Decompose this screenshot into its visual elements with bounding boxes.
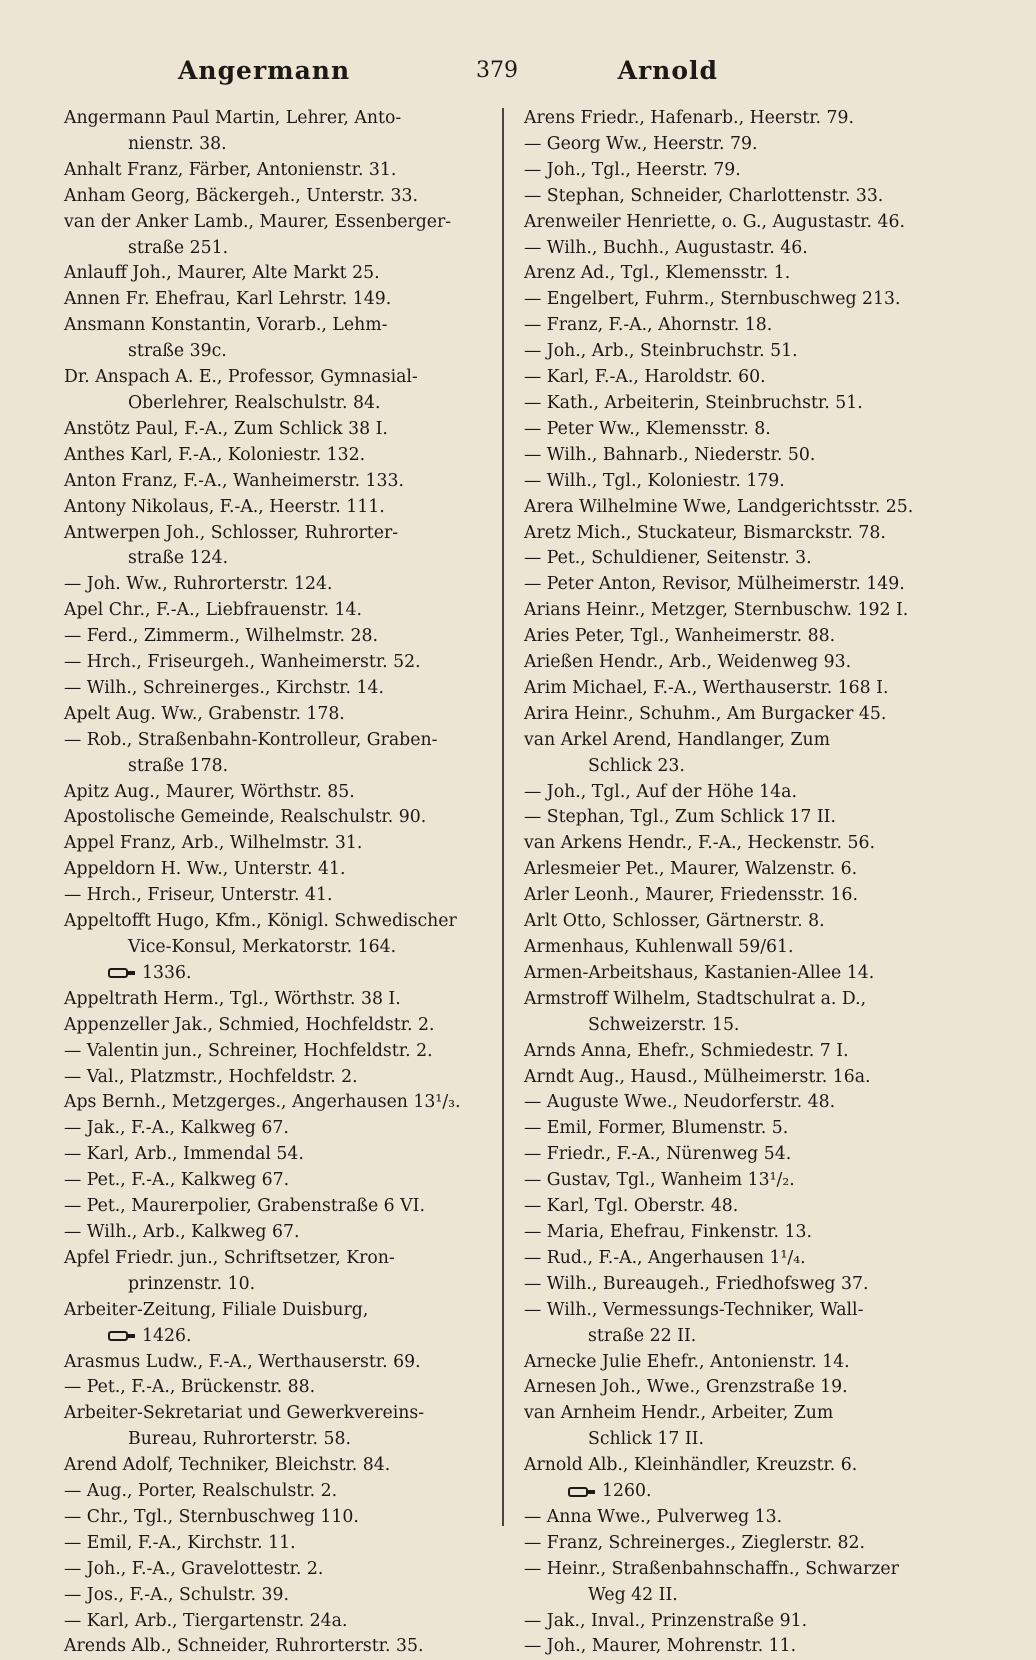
directory-entry xyxy=(64,1194,504,1220)
entry-line: Armstroff Wilhelm, Stadtschulrat a. D., xyxy=(524,988,867,1009)
entry-line: Armen-Arbeitshaus, Kastanien-Allee 14. xyxy=(524,962,875,983)
entry-line: — Rud., F.-A., Angerhausen 1¹/₄. xyxy=(524,1247,806,1268)
directory-entry xyxy=(524,1142,964,1168)
directory-entry xyxy=(524,236,964,262)
directory-entry xyxy=(524,495,964,521)
entry-line: Anlauff Joh., Maurer, Alte Markt 25. xyxy=(64,263,380,284)
directory-entry xyxy=(64,909,504,987)
entry-continuation-line: prinzenstr. 10. xyxy=(128,1273,256,1294)
page-header xyxy=(60,56,966,96)
entry-line: Dr. Anspach A. E., Professor, Gymnasial- xyxy=(64,367,418,388)
directory-entry xyxy=(64,857,504,883)
directory-entry xyxy=(64,1531,504,1557)
entry-continuation-line: straße 124. xyxy=(128,548,229,569)
entry-line: — Engelbert, Fuhrm., Sternbuschweg 213. xyxy=(524,289,901,310)
entry-line: — Emil, F.-A., Kirchstr. 11. xyxy=(64,1532,296,1553)
directory-entry xyxy=(524,106,964,132)
directory-entry xyxy=(64,676,504,702)
directory-entry xyxy=(64,1065,504,1091)
entry-line: — Wilh., Schreinerges., Kirchstr. 14. xyxy=(64,677,384,698)
directory-entry xyxy=(524,521,964,547)
directory-entry xyxy=(64,1246,504,1298)
directory-entry xyxy=(524,1220,964,1246)
telephone-icon xyxy=(106,966,136,980)
directory-entry xyxy=(524,987,964,1039)
entry-line: van der Anker Lamb., Maurer, Essenberger- xyxy=(64,211,452,232)
entry-line: Apfel Friedr. jun., Schriftsetzer, Kron- xyxy=(64,1247,395,1268)
directory-entry xyxy=(64,210,504,262)
entry-continuation-line: Weg 42 II. xyxy=(588,1584,678,1605)
directory-entry xyxy=(524,1039,964,1065)
directory-entry xyxy=(64,1505,504,1531)
entry-line: — Peter Ww., Klemensstr. 8. xyxy=(524,418,771,439)
directory-entry xyxy=(64,1142,504,1168)
entry-continuation-line: Bureau, Ruhrorterstr. 58. xyxy=(128,1429,352,1450)
entry-line: — Pet., F.-A., Brückenstr. 88. xyxy=(64,1377,316,1398)
directory-entry xyxy=(524,1246,964,1272)
entry-line: Appeltrath Herm., Tgl., Wörthstr. 38 I. xyxy=(64,988,401,1009)
directory-entry xyxy=(524,1298,964,1350)
entry-line: Apel Chr., F.-A., Liebfrauenstr. 14. xyxy=(64,600,362,621)
entry-line: — Gustav, Tgl., Wanheim 13¹/₂. xyxy=(524,1170,795,1191)
directory-entry xyxy=(524,780,964,806)
entry-line: — Stephan, Schneider, Charlottenstr. 33. xyxy=(524,185,884,206)
entry-line: Arira Heinr., Schuhm., Am Burgacker 45. xyxy=(524,703,887,724)
entry-line: Arbeiter-Sekretariat und Gewerkvereins- xyxy=(64,1403,425,1424)
entry-line: — Georg Ww., Heerstr. 79. xyxy=(524,133,758,154)
page-number: 379 xyxy=(476,58,518,83)
entry-line: — Karl, F.-A., Haroldstr. 60. xyxy=(524,367,766,388)
directory-entry xyxy=(64,728,504,780)
directory-entry xyxy=(64,1350,504,1376)
entry-line: — Joh., Maurer, Mohrenstr. 11. xyxy=(524,1636,797,1657)
entry-line: — Val., Platzmstr., Hochfeldstr. 2. xyxy=(64,1066,358,1087)
directory-entry xyxy=(524,261,964,287)
directory-entry xyxy=(64,805,504,831)
entry-line: — Ferd., Zimmerm., Wilhelmstr. 28. xyxy=(64,626,378,647)
directory-entry xyxy=(524,1375,964,1401)
entry-line: — Joh., F.-A., Gravelottestr. 2. xyxy=(64,1558,324,1579)
entry-line: Antony Nikolaus, F.-A., Heerstr. 111. xyxy=(64,496,385,517)
directory-entry xyxy=(64,1609,504,1635)
entry-line: Arera Wilhelmine Wwe, Landgerichtsstr. 25. xyxy=(524,496,914,517)
entry-line: — Wilh., Buchh., Augustastr. 46. xyxy=(524,237,808,258)
directory-entry xyxy=(64,1220,504,1246)
directory-entry xyxy=(64,495,504,521)
entry-line: van Arkel Arend, Handlanger, Zum xyxy=(524,729,830,750)
directory-entry xyxy=(64,1583,504,1609)
directory-entry xyxy=(524,909,964,935)
right-column xyxy=(524,106,964,1660)
directory-entry xyxy=(64,521,504,573)
entry-line: Aries Peter, Tgl., Wanheimerstr. 88. xyxy=(524,626,836,647)
directory-entry xyxy=(524,1453,964,1505)
entry-line: Arlesmeier Pet., Maurer, Walzenstr. 6. xyxy=(524,859,858,880)
directory-entry xyxy=(524,1531,964,1557)
entry-continuation-line: Oberlehrer, Realschulstr. 84. xyxy=(128,392,381,413)
entry-line: Arießen Hendr., Arb., Weidenweg 93. xyxy=(524,652,852,673)
entry-line: — Auguste Wwe., Neudorferstr. 48. xyxy=(524,1092,836,1113)
header-right-word: Arnold xyxy=(617,56,718,85)
entry-line: Arnold Alb., Kleinhändler, Kreuzstr. 6. xyxy=(524,1455,858,1476)
entry-line: — Franz, F.-A., Ahornstr. 18. xyxy=(524,315,773,336)
directory-entry xyxy=(524,857,964,883)
directory-entry xyxy=(524,1090,964,1116)
entry-line: Anstötz Paul, F.-A., Zum Schlick 38 I. xyxy=(64,418,388,439)
directory-entry xyxy=(524,1116,964,1142)
entry-line: Appeltofft Hugo, Kfm., Königl. Schwedischer xyxy=(64,911,457,932)
directory-entry xyxy=(64,702,504,728)
entry-line: — Jos., F.-A., Schulstr. 39. xyxy=(64,1584,289,1605)
directory-entry xyxy=(524,961,964,987)
entry-continuation-line: straße 39c. xyxy=(128,341,227,362)
entry-line: Annen Fr. Ehefrau, Karl Lehrstr. 149. xyxy=(64,289,392,310)
entry-line: Arler Leonh., Maurer, Friedensstr. 16. xyxy=(524,885,858,906)
entry-line: Armenhaus, Kuhlenwall 59/61. xyxy=(524,937,794,957)
entry-line: — Joh., Arb., Steinbruchstr. 51. xyxy=(524,341,798,362)
entry-line: Arends Alb., Schneider, Ruhrorterstr. 35. xyxy=(64,1636,424,1657)
directory-entry xyxy=(64,184,504,210)
directory-entry xyxy=(524,391,964,417)
directory-entry xyxy=(64,158,504,184)
entry-line: Arndt Aug., Hausd., Mülheimerstr. 16a. xyxy=(524,1066,871,1087)
directory-entry xyxy=(64,1090,504,1116)
entry-line: — Wilh., Bureaugeh., Friedhofsweg 37. xyxy=(524,1273,869,1294)
entry-line: — Karl, Tgl. Oberstr. 48. xyxy=(524,1196,739,1217)
directory-entry xyxy=(64,1634,504,1660)
entry-continuation-line: nienstr. 38. xyxy=(128,133,227,154)
directory-entry xyxy=(64,417,504,443)
entry-line: van Arkens Hendr., F.-A., Heckenstr. 56. xyxy=(524,833,875,854)
directory-entry xyxy=(524,546,964,572)
entry-line: Arenweiler Henriette, o. G., Augustastr. 46. xyxy=(524,211,906,232)
telephone-icon xyxy=(566,1485,596,1499)
directory-entry xyxy=(64,572,504,598)
entry-line: — Pet., Schuldiener, Seitenstr. 3. xyxy=(524,548,812,569)
entry-continuation-line: Schlick 23. xyxy=(588,755,685,776)
entry-line: Arnecke Julie Ehefr., Antonienstr. 14. xyxy=(524,1351,850,1372)
directory-entry xyxy=(64,365,504,417)
directory-entry xyxy=(524,935,964,961)
entry-line: — Wilh., Tgl., Koloniestr. 179. xyxy=(524,470,785,491)
entry-line: — Friedr., F.-A., Nürenweg 54. xyxy=(524,1144,792,1165)
entry-line: Anton Franz, F.-A., Wanheimerstr. 133. xyxy=(64,470,405,491)
entry-line: Anhalt Franz, Färber, Antonienstr. 31. xyxy=(64,159,397,180)
telephone-number: 1426. xyxy=(142,1325,192,1346)
directory-entry xyxy=(524,313,964,339)
directory-entry xyxy=(64,1013,504,1039)
directory-entry xyxy=(524,1634,964,1660)
entry-line: Apelt Aug. Ww., Grabenstr. 178. xyxy=(64,703,345,724)
directory-entry xyxy=(524,443,964,469)
entry-continuation-line: Schweizerstr. 15. xyxy=(588,1014,740,1035)
directory-entry xyxy=(524,598,964,624)
directory-entry xyxy=(524,287,964,313)
directory-entry xyxy=(64,780,504,806)
entry-line: Arlt Otto, Schlosser, Gärtnerstr. 8. xyxy=(524,911,825,932)
directory-entry xyxy=(64,987,504,1013)
entry-line: Appenzeller Jak., Schmied, Hochfeldstr. 2. xyxy=(64,1014,435,1035)
entry-line: Anthes Karl, F.-A., Koloniestr. 132. xyxy=(64,444,366,465)
directory-entry xyxy=(524,883,964,909)
entry-line: Arens Friedr., Hafenarb., Heerstr. 79. xyxy=(524,108,855,128)
entry-line: — Jak., F.-A., Kalkweg 67. xyxy=(64,1118,289,1139)
entry-line: Antwerpen Joh., Schlosser, Ruhrorter- xyxy=(64,522,399,543)
entry-line: — Anna Wwe., Pulverweg 13. xyxy=(524,1506,783,1527)
column-divider xyxy=(502,108,504,1526)
telephone-line xyxy=(524,1479,964,1505)
directory-entry xyxy=(524,572,964,598)
directory-entry xyxy=(64,1479,504,1505)
entry-continuation-line: straße 178. xyxy=(128,755,229,776)
directory-entry xyxy=(64,1116,504,1142)
entry-continuation-line: Vice-Konsul, Merkatorstr. 164. xyxy=(128,937,397,957)
entry-line: — Aug., Porter, Realschulstr. 2. xyxy=(64,1481,338,1502)
entry-line: — Kath., Arbeiterin, Steinbruchstr. 51. xyxy=(524,392,863,413)
telephone-icon xyxy=(106,1329,136,1343)
entry-continuation-line: straße 22 II. xyxy=(588,1325,697,1346)
entry-line: — Wilh., Bahnarb., Niederstr. 50. xyxy=(524,444,816,465)
directory-entry xyxy=(524,210,964,236)
entry-line: — Joh., Tgl., Auf der Höhe 14a. xyxy=(524,781,797,802)
entry-line: — Emil, Former, Blumenstr. 5. xyxy=(524,1118,789,1139)
directory-entry xyxy=(524,702,964,728)
directory-entry xyxy=(524,1609,964,1635)
entry-line: Angermann Paul Martin, Lehrer, Anto- xyxy=(64,108,402,128)
entry-line: Arim Michael, F.-A., Werthauserstr. 168 I. xyxy=(524,677,889,698)
directory-entry xyxy=(524,184,964,210)
telephone-line xyxy=(64,961,504,987)
entry-line: — Rob., Straßenbahn-Kontrolleur, Graben- xyxy=(64,729,438,750)
left-column xyxy=(64,106,504,1660)
entry-line: — Joh., Tgl., Heerstr. 79. xyxy=(524,159,741,180)
directory-entry xyxy=(64,1453,504,1479)
directory-entry xyxy=(524,624,964,650)
directory-entry xyxy=(524,365,964,391)
directory-entry xyxy=(64,261,504,287)
entry-line: Arenz Ad., Tgl., Klemensstr. 1. xyxy=(524,263,791,284)
entry-line: — Chr., Tgl., Sternbuschweg 110. xyxy=(64,1506,359,1527)
directory-entry xyxy=(524,417,964,443)
entry-line: Apitz Aug., Maurer, Wörthstr. 85. xyxy=(64,781,355,802)
entry-line: Arasmus Ludw., F.-A., Werthauserstr. 69. xyxy=(64,1351,421,1372)
directory-entry xyxy=(64,313,504,365)
entry-line: — Maria, Ehefrau, Finkenstr. 13. xyxy=(524,1221,813,1242)
entry-line: Arnesen Joh., Wwe., Grenzstraße 19. xyxy=(524,1377,848,1398)
directory-entry xyxy=(524,676,964,702)
entry-line: Arians Heinr., Metzger, Sternbuschw. 192 I. xyxy=(524,600,909,621)
entry-line: — Peter Anton, Revisor, Mülheimerstr. 149. xyxy=(524,574,905,595)
entry-line: — Valentin jun., Schreiner, Hochfeldstr. 2. xyxy=(64,1040,433,1061)
entry-line: Arend Adolf, Techniker, Bleichstr. 84. xyxy=(64,1455,391,1476)
directory-entry xyxy=(524,1505,964,1531)
entry-line: Appel Franz, Arb., Wilhelmstr. 31. xyxy=(64,833,363,854)
directory-entry xyxy=(64,106,504,158)
directory-entry xyxy=(524,650,964,676)
directory-entry xyxy=(524,132,964,158)
entry-line: — Wilh., Arb., Kalkweg 67. xyxy=(64,1221,300,1242)
directory-entry xyxy=(64,650,504,676)
directory-entry xyxy=(524,1168,964,1194)
directory-entry xyxy=(64,1039,504,1065)
telephone-line xyxy=(64,1324,504,1350)
entry-line: Arnds Anna, Ehefr., Schmiedestr. 7 I. xyxy=(524,1040,849,1061)
directory-entry xyxy=(64,624,504,650)
directory-entry xyxy=(524,805,964,831)
directory-entry xyxy=(524,339,964,365)
header-left-word: Angermann xyxy=(178,56,351,85)
directory-entry xyxy=(64,1298,504,1350)
entry-line: — Heinr., Straßenbahnschaffn., Schwarzer xyxy=(524,1558,899,1579)
directory-entry xyxy=(524,831,964,857)
entry-line: Aretz Mich., Stuckateur, Bismarckstr. 78. xyxy=(524,522,886,543)
directory-entry xyxy=(524,469,964,495)
directory-entry xyxy=(524,728,964,780)
directory-entry xyxy=(64,883,504,909)
entry-line: Ansmann Konstantin, Vorarb., Lehm- xyxy=(64,315,388,336)
directory-entry xyxy=(64,598,504,624)
directory-entry xyxy=(64,287,504,313)
entry-line: Anham Georg, Bäckergeh., Unterstr. 33. xyxy=(64,185,418,206)
entry-continuation-line: Schlick 17 II. xyxy=(588,1429,704,1450)
entry-line: — Pet., Maurerpolier, Grabenstraße 6 VI. xyxy=(64,1196,425,1217)
telephone-number: 1336. xyxy=(142,962,192,983)
telephone-number: 1260. xyxy=(602,1481,652,1502)
entry-line: Arbeiter-Zeitung, Filiale Duisburg, xyxy=(64,1299,369,1320)
directory-entry xyxy=(524,1350,964,1376)
entry-line: Aps Bernh., Metzgerges., Angerhausen 13¹/₃. xyxy=(64,1092,461,1113)
directory-entry xyxy=(64,831,504,857)
entry-line: — Stephan, Tgl., Zum Schlick 17 II. xyxy=(524,807,836,828)
entry-line: — Wilh., Vermessungs-Techniker, Wall- xyxy=(524,1299,864,1320)
directory-entry xyxy=(524,158,964,184)
directory-entry xyxy=(64,469,504,495)
entry-line: Apostolische Gemeinde, Realschulstr. 90. xyxy=(64,807,427,828)
directory-entry xyxy=(524,1065,964,1091)
entry-line: — Karl, Arb., Immendal 54. xyxy=(64,1144,304,1165)
entry-line: — Joh. Ww., Ruhrorterstr. 124. xyxy=(64,574,333,595)
directory-entry xyxy=(64,1557,504,1583)
entry-line: Appeldorn H. Ww., Unterstr. 41. xyxy=(64,859,346,880)
directory-entry xyxy=(64,1168,504,1194)
entry-line: — Franz, Schreinerges., Zieglerstr. 82. xyxy=(524,1532,865,1553)
directory-entry xyxy=(524,1194,964,1220)
entry-continuation-line: straße 251. xyxy=(128,237,229,258)
directory-entry xyxy=(524,1557,964,1609)
directory-entry xyxy=(524,1272,964,1298)
entry-line: van Arnheim Hendr., Arbeiter, Zum xyxy=(524,1403,834,1424)
directory-entry xyxy=(64,1375,504,1401)
directory-entry xyxy=(64,443,504,469)
directory-entry xyxy=(524,1401,964,1453)
entry-line: — Pet., F.-A., Kalkweg 67. xyxy=(64,1170,290,1191)
entry-line: — Jak., Inval., Prinzenstraße 91. xyxy=(524,1610,808,1631)
directory-entry xyxy=(64,1401,504,1453)
entry-line: — Karl, Arb., Tiergartenstr. 24a. xyxy=(64,1610,348,1631)
entry-line: — Hrch., Friseur, Unterstr. 41. xyxy=(64,885,333,906)
entry-line: — Hrch., Friseurgeh., Wanheimerstr. 52. xyxy=(64,652,421,673)
